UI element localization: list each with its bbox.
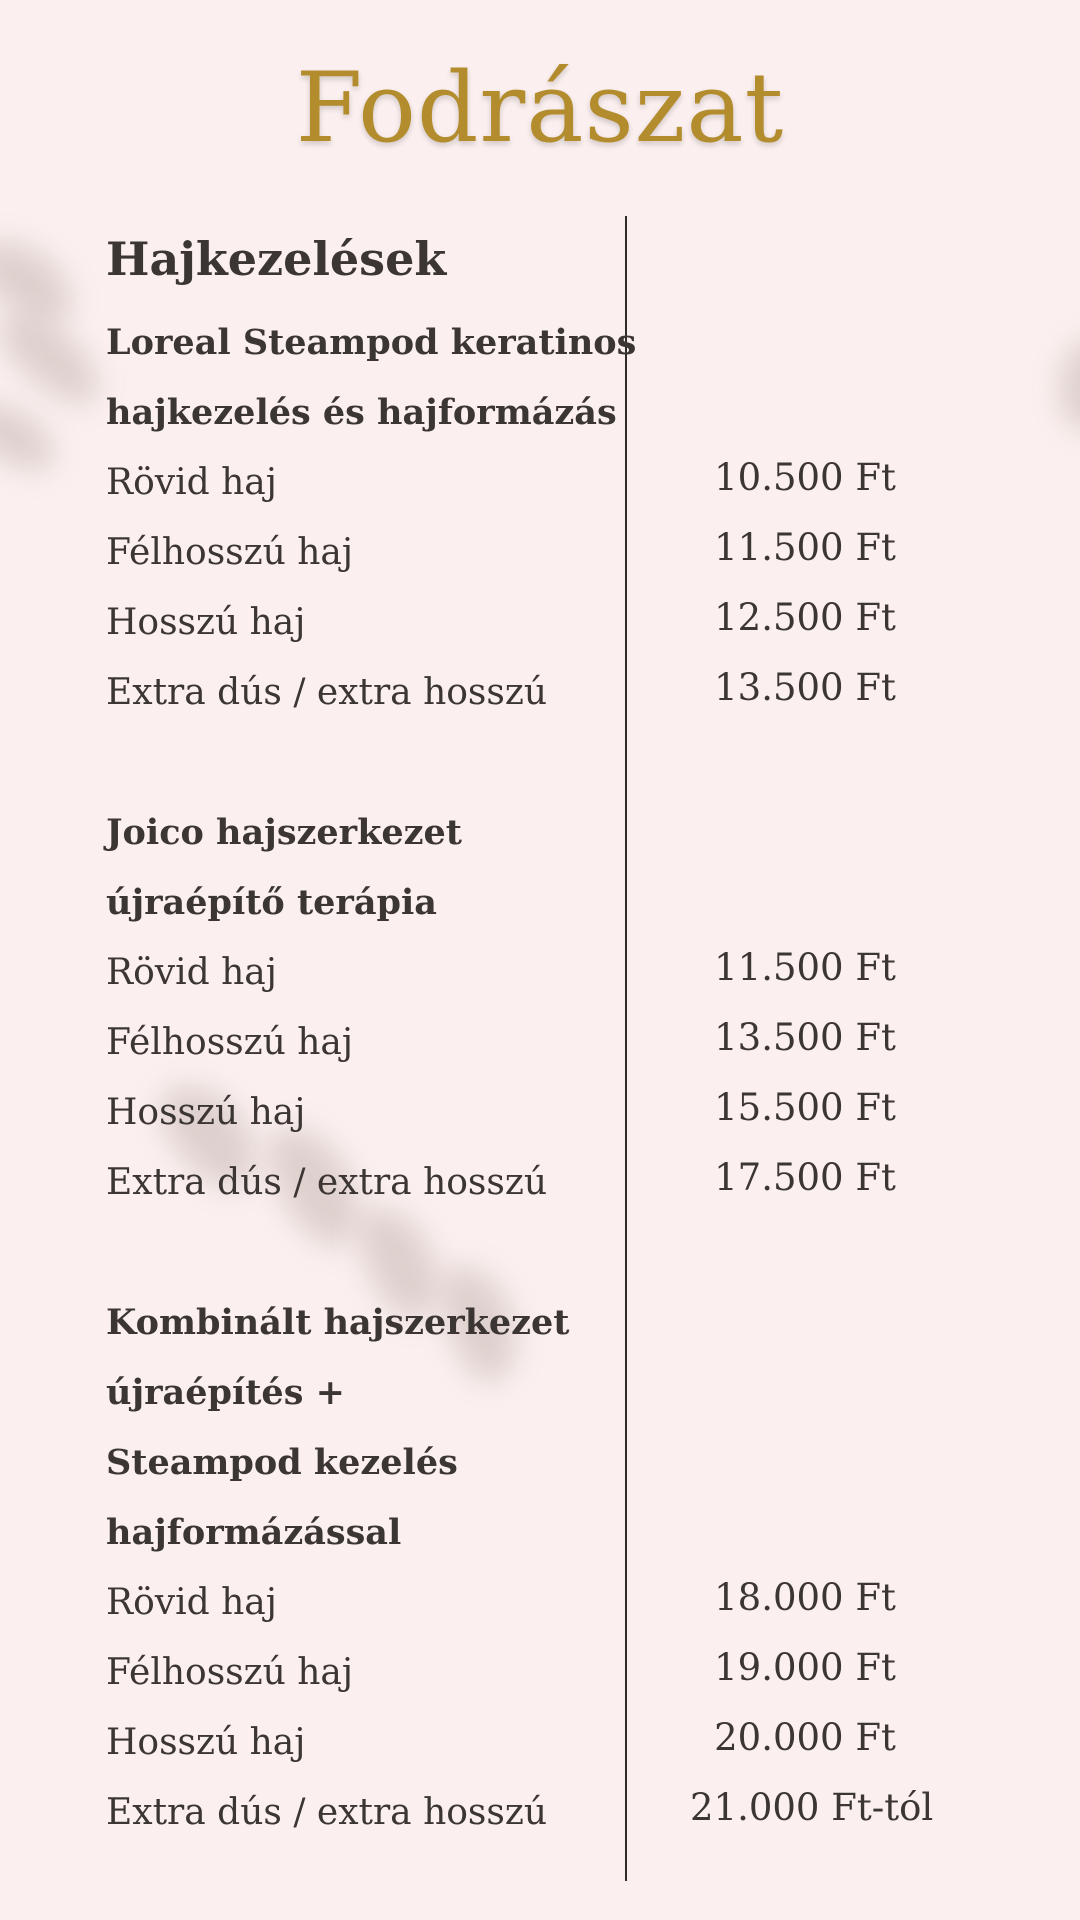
row-price: 20.000 Ft	[714, 1716, 896, 1759]
group-heading: Joico hajszerkezet	[106, 812, 462, 853]
row-label: Félhosszú haj	[106, 1652, 354, 1693]
row-price: 13.500 Ft	[714, 666, 896, 709]
row-label: Hosszú haj	[106, 1092, 306, 1133]
group-heading: hajkezelés és hajformázás	[106, 392, 617, 433]
leaf-shadow-right	[1060, 340, 1080, 430]
group-heading: Loreal Steampod keratinos	[106, 322, 637, 363]
row-label: Extra dús / extra hosszú	[106, 1162, 548, 1203]
row-price: 21.000 Ft-tól	[690, 1786, 934, 1829]
row-label: Hosszú haj	[106, 1722, 306, 1763]
row-label: Extra dús / extra hosszú	[106, 1792, 548, 1833]
row-price: 15.500 Ft	[714, 1086, 896, 1129]
row-price: 12.500 Ft	[714, 596, 896, 639]
row-label: Rövid haj	[106, 952, 277, 993]
column-divider	[625, 216, 627, 1881]
group-heading: hajformázással	[106, 1512, 402, 1553]
group-heading: Steampod kezelés	[106, 1442, 458, 1483]
row-label: Félhosszú haj	[106, 532, 354, 573]
row-price: 17.500 Ft	[714, 1156, 896, 1199]
group-heading: újraépítő terápia	[106, 882, 437, 923]
leaf-shadow-top-left	[0, 388, 66, 481]
row-price: 18.000 Ft	[714, 1576, 896, 1619]
group-heading: Kombinált hajszerkezet	[106, 1302, 570, 1343]
row-label: Extra dús / extra hosszú	[106, 672, 548, 713]
row-label: Félhosszú haj	[106, 1022, 354, 1063]
group-heading: újraépítés +	[106, 1372, 345, 1413]
row-price: 19.000 Ft	[714, 1646, 896, 1689]
row-price: 13.500 Ft	[714, 1016, 896, 1059]
page-title: Fodrászat	[295, 52, 785, 164]
row-label: Rövid haj	[106, 1582, 277, 1623]
row-price: 11.500 Ft	[714, 526, 896, 569]
row-price: 10.500 Ft	[714, 456, 896, 499]
row-label: Rövid haj	[106, 462, 277, 503]
row-label: Hosszú haj	[106, 602, 306, 643]
section-title: Hajkezelések	[106, 232, 447, 286]
row-price: 11.500 Ft	[714, 946, 896, 989]
